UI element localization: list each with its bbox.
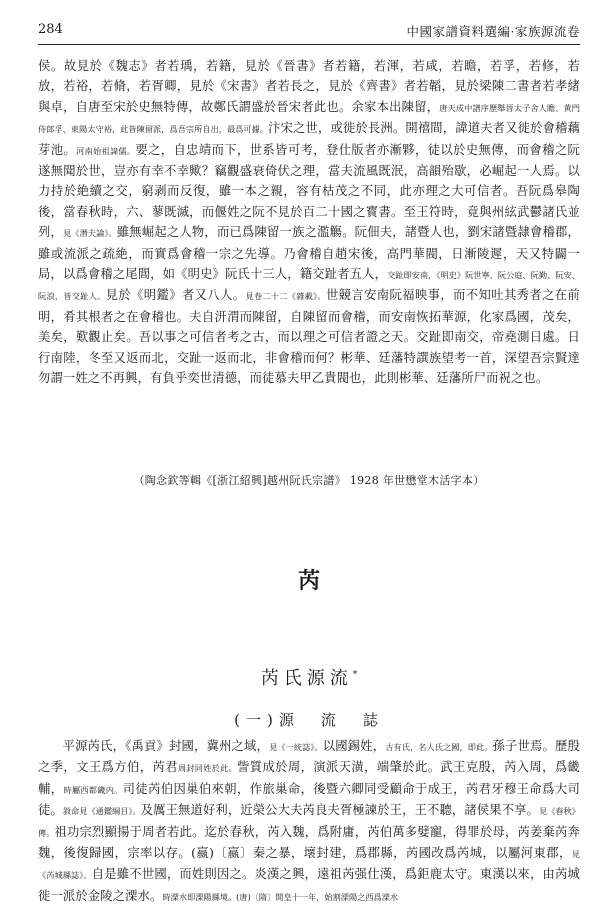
inline-annotation: 時溧水即溧陽縣境。(唐)〔隋〕開皇十一年，始割溧陽之西爲溧水: [162, 891, 399, 902]
page-content: [38, 56, 580, 903]
inline-annotation: 見《春秋》傳。: [38, 806, 580, 838]
section-title: [38, 664, 580, 690]
page-header: [38, 20, 580, 45]
surname-heading: 芮: [297, 568, 320, 594]
text-segment: 要之，自忠靖而下，世系皆可考，登仕版者亦漸夥，徒以於史無傳，而會稽之阮遂無聞於世，豈亦有幸不幸歟？竊觀盛衰倚伏之理，當夫流風既泯，高韻殆歇，必崛起一人焉。以力持於絶續之交，窮剥而反復，雖一本之親，容有枯茂之不同，此亦理之大可信者。吾阮爲皋陶後，當春秋時，六、蓼既滅，而偃姓之阮不見於百二十國之寳書。至王符時，竟與州絃武鬱諸氏並列，: [38, 142, 580, 240]
text-segment: 汴宋之世，或徙於長洲。開禧間，諱道夫者又徙於會稽藕芽池。: [38, 121, 580, 157]
inline-annotation: 古有氏，名人氏之國，即此。: [385, 742, 493, 752]
section-title-text: 芮氏源流: [260, 668, 353, 689]
inline-annotation: 周封同姓於此。: [177, 763, 238, 774]
text-segment: 自是雖不世國，而姓則因之。炎漢之興，遠祖芮强仕漢，爲鉅鹿太守。東漢以來，由芮城徙一派於金陵之溧水。: [38, 867, 580, 903]
inline-annotation: 交趾即安南，《明史》阮世寧、阮公庭、阮勤、阮安、阮浪，皆交趾人。: [38, 270, 580, 302]
source-citation: （陶念欽等輯《[浙江紹興]越州阮氏宗譜》 1928 年世懋堂木活字本）: [133, 474, 485, 487]
inline-annotation: 河南始祖諱儒。: [76, 145, 136, 156]
text-segment: 以國錫姓，: [322, 739, 386, 753]
text-segment: 平源芮氏，《禹貢》封國，冀州之域，: [62, 739, 270, 753]
text-segment: 孫子世焉。歷殷之季，文王爲方伯，芮君: [38, 739, 580, 775]
text-segment: 見於《明鑑》者又八人。: [105, 288, 246, 303]
inline-annotation: 見《潛夫論》。: [63, 228, 117, 239]
subsection-title: (一)源 流 誌: [234, 711, 384, 729]
text-segment: 祖功宗烈顯揚于周者若此。迄於春秋，芮入魏，爲附庸，芮伯萬多嬖寵，得罪於母，芮姜棄芮奔魏，後復歸國，宗率以存。(嬴)〔嬴〕秦之暴，壞封建，爲郡縣，芮國改爲芮城，以屬河東郡，: [38, 824, 580, 861]
running-title: 中國家譜資料選編·家族源流卷: [406, 24, 580, 39]
text-segment: 侯。故見於《魏志》者若瑀，若籍，見於《晉書》者若籍，若渾，若咸，若瞻，若孚，若修，若放，若裕，若脩，若胥卿，見於《宋書》者若長之，見於《齊書》者若韜，見於梁陳二書者若孝緒與卓，自唐至宋於史無特傳，故鄭氏謂盛於晉宋者此也。余家本出陳留，: [38, 59, 580, 114]
footnote-mark: *: [352, 670, 358, 680]
inline-annotation: 見《芮城縣誌》。: [38, 849, 580, 881]
text-segment: 訾質成於周，演派天潢，端肇於此。武王克殷，芮入周，爲畿輔，: [38, 760, 580, 796]
inline-annotation: 唐天成中譜序歷舉晉太子舍人瞻、黄門侍郎孚、東陽太守裕，此皆陳留派，爲吾宗所自出，最爲可據。: [38, 102, 580, 135]
text-segment: 司徒芮伯因巢伯來朝，作旅巢命，後暨六卿同受顧命于成王，芮君牙穆王命爲大司徒。: [38, 781, 580, 818]
genealogy-preface-paragraph: [38, 56, 580, 389]
origin-paragraph: [38, 736, 580, 907]
text-segment: 世競言安南阮福映事，而不知吐其秀者之在前明，肴其根者之在會稽也。夫自汧渭而陳留，自陳留而會稽，而安南恢拓華源，化家爲國，茂矣，美矣，歎觀止矣。吾以事之可信者考之古，而以理之可信者證之天。交趾即南交，帝堯測日處。日行南陸，冬至又返而北，交趾一返而北，非會稽而何？彬華、廷藩特譔族望考一首，深望吾宗賢達勿謂一姓之不再興，有負乎奕世清德，而徒慕夫甲乙貴閥也，此則彬華、廷藩所尸而祝之也。: [38, 288, 580, 386]
text-segment: 及厲王無道好利，近榮公大夫芮良夫胥極諫於王，王不聽，諸侯果不享。: [140, 803, 540, 818]
page-number: 284: [38, 22, 63, 37]
inline-annotation: 時屬西都畿内。: [63, 784, 123, 795]
inline-annotation: 見《一統誌》。: [269, 742, 323, 752]
text-segment: 雖無崛起之人物，而已爲陳留一族之濫觴。阮佃夫，諸暨人也，劉宋諸暨隷會稽郡，雖或流派之疏絶，而實爲會稽一宗之先導。乃會稽自趙宋後，高門華閥，日漸陵遲，天又特闢一局，以爲會稽之尾閭，如《明史》阮氏十三人，籍交趾者五人，: [38, 225, 580, 282]
inline-annotation: 敘命見《通鑑綱目》。: [62, 806, 141, 817]
inline-annotation: 見卷二十二《雜載》。: [245, 291, 326, 302]
